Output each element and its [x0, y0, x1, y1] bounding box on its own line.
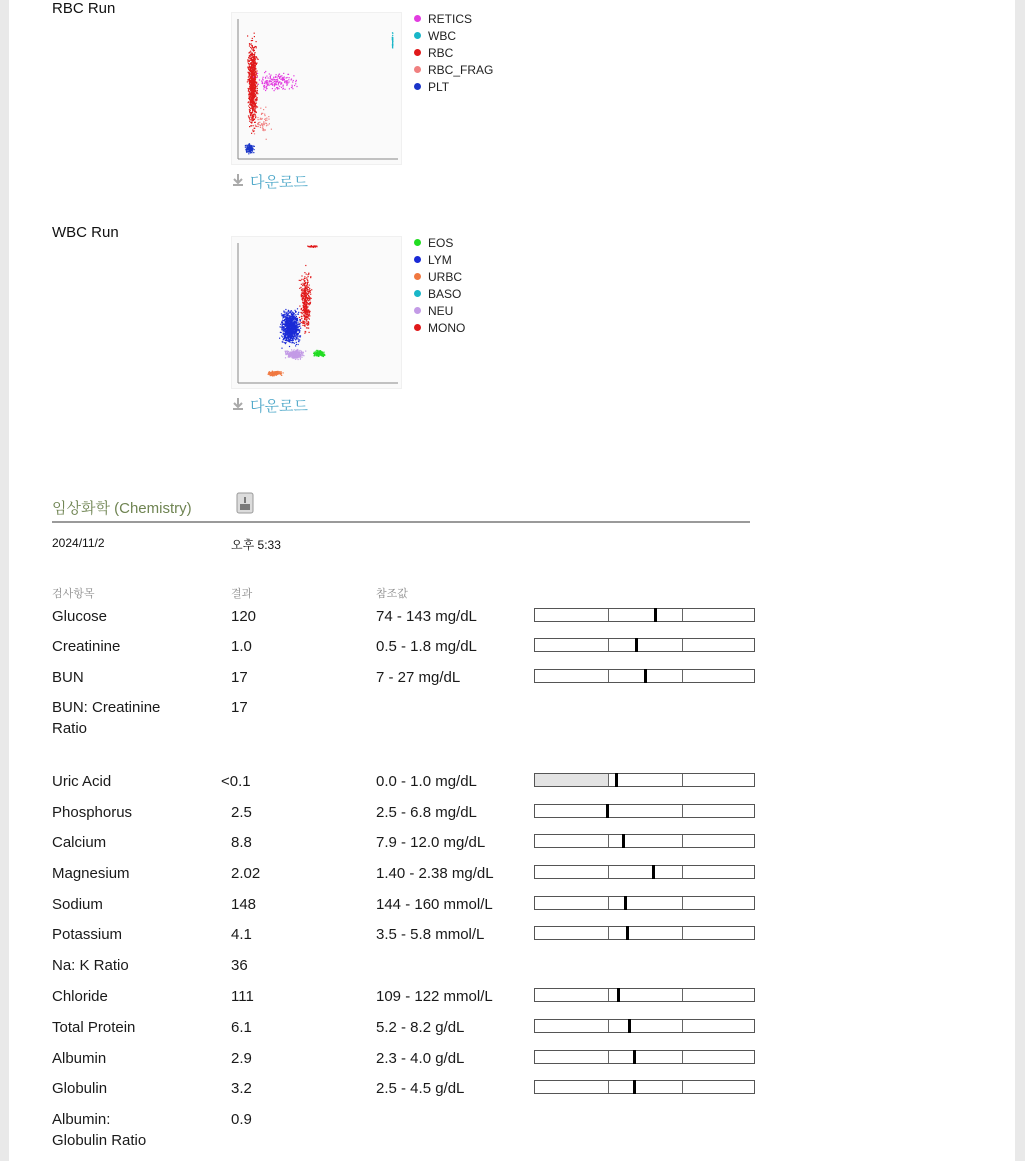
row-result-value: 2.02: [231, 865, 261, 882]
rbc-download-label: 다운로드: [250, 174, 308, 191]
result-marker: [606, 804, 609, 818]
row-test-name: Na: K Ratio: [52, 957, 129, 974]
legend-dot-icon: [414, 273, 421, 280]
row-test-name: Potassium: [52, 926, 123, 943]
legend-label: BASO: [428, 286, 462, 301]
row-result-value: 0.9: [231, 1111, 252, 1128]
rbc-cloud-retics: [253, 71, 298, 91]
range-indicator-bar: [534, 669, 755, 683]
row-test-name: Albumin: [52, 1050, 107, 1067]
row-reference-range: 0.0 - 1.0 mg/dL: [376, 773, 477, 790]
legend-label: EOS: [428, 235, 454, 250]
rbc-scatter-plot: [231, 12, 402, 165]
row-test-name: Uric Acid: [52, 773, 112, 790]
legend-dot-icon: [414, 15, 421, 22]
legend-label: RETICS: [428, 11, 473, 26]
row-reference-range: 2.5 - 6.8 mg/dL: [376, 804, 477, 821]
range-divider: [608, 989, 609, 1001]
row-test-name: Chloride: [52, 988, 108, 1005]
legend-item: [414, 285, 465, 302]
rbc-download-button[interactable]: [231, 171, 308, 192]
range-divider: [608, 609, 609, 621]
download-icon: [231, 173, 245, 191]
wbc-download-button[interactable]: [231, 395, 308, 416]
legend-item: [414, 234, 465, 251]
low-range-shade: [535, 774, 608, 786]
range-indicator-bar: [534, 1050, 755, 1064]
row-test-name: Glucose: [52, 608, 108, 625]
legend-item: [414, 61, 493, 78]
rbc-legend: [414, 10, 493, 95]
row-reference-range: 144 - 160 mmol/L: [376, 896, 493, 913]
row-result-value: 17: [231, 699, 248, 716]
range-divider: [608, 639, 609, 651]
row-test-name: Phosphorus: [52, 804, 133, 821]
range-indicator-bar: [534, 988, 755, 1002]
legend-label: PLT: [428, 79, 450, 94]
range-indicator-bar: [534, 608, 755, 622]
report-time: 오후 5:33: [231, 538, 281, 552]
legend-dot-icon: [414, 49, 421, 56]
row-result-value: 2.9: [231, 1050, 252, 1067]
wbc-cloud-urbc: [268, 371, 284, 377]
legend-item: [414, 268, 465, 285]
rbc-run-title: RBC Run: [52, 0, 116, 17]
wbc-download-label: 다운로드: [250, 398, 308, 415]
print-button[interactable]: [236, 492, 254, 514]
rbc-cloud-plt: [245, 143, 255, 154]
row-result-value: 111: [231, 988, 254, 1005]
report-page: [9, 0, 1015, 1161]
row-reference-range: 74 - 143 mg/dL: [376, 608, 477, 625]
range-divider: [608, 1081, 609, 1093]
row-test-name: Calcium: [52, 834, 107, 851]
range-divider: [682, 609, 683, 621]
report-date: 2024/11/2: [52, 536, 105, 550]
range-divider: [682, 805, 683, 817]
range-divider: [608, 1051, 609, 1063]
range-divider: [608, 866, 609, 878]
rbc-cloud-wbc: [392, 32, 394, 48]
row-reference-range: 7.9 - 12.0 mg/dL: [376, 834, 486, 851]
range-divider: [682, 897, 683, 909]
row-reference-range: 2.3 - 4.0 g/dL: [376, 1050, 465, 1067]
chemistry-section-title: 임상화학 (Chemistry): [52, 500, 192, 517]
wbc-cloud-mono: [299, 265, 313, 334]
result-marker: [635, 638, 638, 652]
legend-label: WBC: [428, 28, 456, 43]
legend-label: RBC: [428, 45, 454, 60]
row-result-value: 17: [231, 669, 248, 686]
wbc-run-title: WBC Run: [52, 224, 119, 241]
result-marker: [654, 608, 657, 622]
row-reference-range: 2.5 - 4.5 g/dL: [376, 1080, 465, 1097]
row-test-name: Creatinine: [52, 638, 121, 655]
row-reference-range: 7 - 27 mg/dL: [376, 669, 461, 686]
range-divider: [682, 1051, 683, 1063]
row-reference-range: 109 - 122 mmol/L: [376, 988, 493, 1005]
wbc-scatter-plot: [231, 236, 402, 389]
range-indicator-bar: [534, 865, 755, 879]
range-divider: [608, 1020, 609, 1032]
range-divider: [608, 897, 609, 909]
legend-dot-icon: [414, 324, 421, 331]
range-divider: [608, 774, 609, 786]
range-divider: [682, 774, 683, 786]
range-divider: [608, 670, 609, 682]
row-result-value: <0.1: [221, 773, 251, 790]
row-result-value: 148: [231, 896, 257, 913]
print-icon: [236, 492, 254, 514]
wbc-cloud-lym: [279, 308, 301, 349]
row-result-value: 4.1: [231, 926, 252, 943]
legend-item: [414, 44, 493, 61]
row-test-name: Sodium: [52, 896, 103, 913]
result-marker: [617, 988, 620, 1002]
download-icon: [231, 397, 245, 415]
row-result-value: 120: [231, 608, 257, 625]
legend-dot-icon: [414, 307, 421, 314]
rbc-cloud-rbc: [247, 33, 259, 134]
row-result-value: 6.1: [231, 1019, 252, 1036]
result-marker: [626, 926, 629, 940]
row-test-name: Albumin: Globulin Ratio: [52, 1111, 147, 1149]
row-result-value: 36: [231, 957, 248, 974]
result-marker: [615, 773, 618, 787]
legend-dot-icon: [414, 239, 421, 246]
legend-dot-icon: [414, 83, 421, 90]
row-test-name: BUN: Creatinine Ratio: [52, 699, 161, 737]
legend-item: [414, 10, 493, 27]
wbc-cloud-mono-top: [307, 245, 317, 248]
legend-label: NEU: [428, 303, 454, 318]
result-marker: [624, 896, 627, 910]
row-reference-range: 5.2 - 8.2 g/dL: [376, 1019, 465, 1036]
legend-item: [414, 302, 465, 319]
result-marker: [622, 834, 625, 848]
section-divider: [52, 521, 750, 523]
range-divider: [608, 835, 609, 847]
range-indicator-bar: [534, 896, 755, 910]
column-header-item: 검사항목: [52, 588, 95, 600]
range-indicator-bar: [534, 1080, 755, 1094]
range-indicator-bar: [534, 804, 755, 818]
range-indicator-bar: [534, 773, 755, 787]
legend-dot-icon: [414, 32, 421, 39]
wbc-cloud-eos: [313, 350, 325, 357]
range-divider: [608, 927, 609, 939]
row-test-name: Total Protein: [52, 1019, 136, 1036]
range-divider: [682, 670, 683, 682]
column-header-result: 결과: [231, 588, 253, 600]
row-result-value: 2.5: [231, 804, 252, 821]
range-divider: [682, 866, 683, 878]
wbc-scatter-svg: [232, 237, 401, 388]
range-indicator-bar: [534, 638, 755, 652]
range-divider: [682, 989, 683, 1001]
row-test-name: Magnesium: [52, 865, 130, 882]
range-divider: [682, 835, 683, 847]
legend-label: URBC: [428, 269, 463, 284]
rbc-scatter-svg: [232, 13, 401, 164]
wbc-cloud-neu: [285, 349, 307, 360]
range-divider: [682, 639, 683, 651]
legend-item: [414, 251, 465, 268]
row-reference-range: 0.5 - 1.8 mg/dL: [376, 638, 477, 655]
column-header-reference: 참조값: [376, 588, 408, 600]
legend-item: [414, 319, 465, 336]
row-result-value: 8.8: [231, 834, 252, 851]
range-divider: [682, 1081, 683, 1093]
row-result-value: 1.0: [231, 638, 252, 655]
row-reference-range: 3.5 - 5.8 mmol/L: [376, 926, 485, 943]
legend-item: [414, 78, 493, 95]
legend-label: LYM: [428, 252, 452, 267]
legend-label: RBC_FRAG: [428, 62, 494, 77]
range-divider: [682, 1020, 683, 1032]
row-test-name: Globulin: [52, 1080, 108, 1097]
result-marker: [652, 865, 655, 879]
result-marker: [633, 1050, 636, 1064]
result-marker: [628, 1019, 631, 1033]
row-reference-range: 1.40 - 2.38 mg/dL: [376, 865, 494, 882]
range-indicator-bar: [534, 1019, 755, 1033]
result-marker: [644, 669, 647, 683]
result-marker: [633, 1080, 636, 1094]
range-divider: [682, 927, 683, 939]
wbc-legend: [414, 234, 465, 336]
legend-dot-icon: [414, 290, 421, 297]
legend-dot-icon: [414, 256, 421, 263]
legend-label: MONO: [428, 320, 466, 335]
legend-item: [414, 27, 493, 44]
row-test-name: BUN: [52, 669, 84, 686]
row-result-value: 3.2: [231, 1080, 252, 1097]
legend-dot-icon: [414, 66, 421, 73]
range-indicator-bar: [534, 926, 755, 940]
range-indicator-bar: [534, 834, 755, 848]
